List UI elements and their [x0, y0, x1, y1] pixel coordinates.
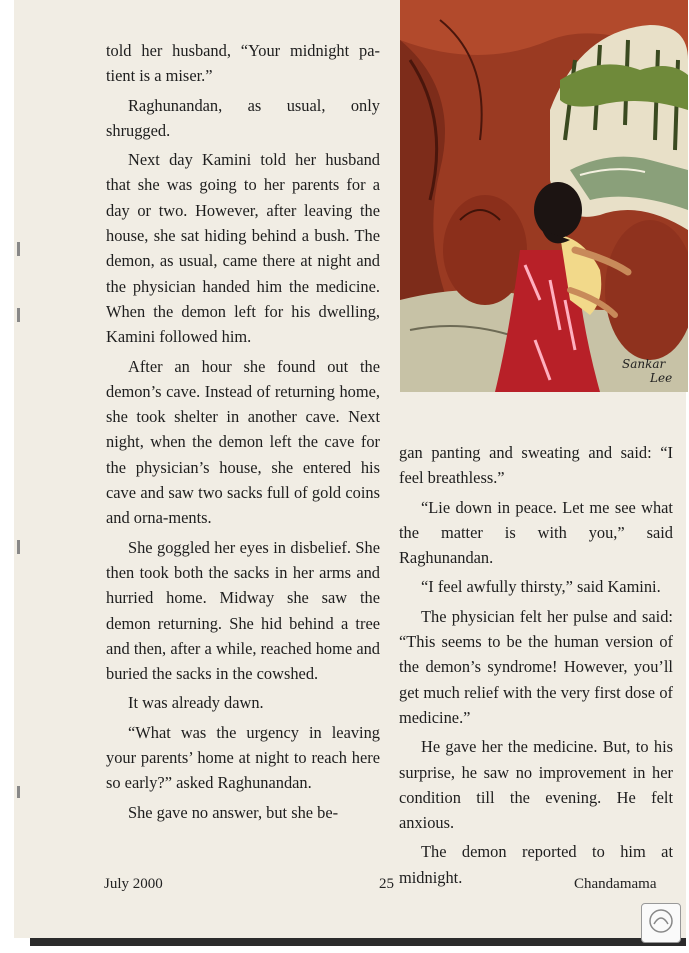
footer-date: July 2000 — [104, 876, 163, 892]
svg-text:Sankar: Sankar — [622, 357, 666, 371]
paragraph: She goggled her eyes in disbelief. She then took both the sacks in her arms and hurried home. Midway she saw the demon returning. She hid behind a tree and then, after a while, reached home and buried the sacks in the cowshed. — [106, 537, 380, 684]
page-edge-shadow — [30, 938, 686, 946]
paragraph: The demon reported to him at midnight. — [399, 842, 673, 887]
library-stamp-icon — [641, 903, 681, 943]
paragraph: She gave no answer, but she be- — [128, 802, 339, 822]
paragraph: The physician felt her pulse and said: “This seems to be the human version of the demon’s syndrome! However, you’ll get much relief with the very first dose of medicine.” — [399, 606, 673, 727]
paragraph: “Lie down in peace. Let me see what the matter is with you,” said Raghunandan. — [399, 497, 673, 568]
left-text-column — [106, 38, 380, 829]
magazine-name: Chandamama — [574, 876, 657, 892]
page-number: 25 — [379, 876, 394, 892]
illustration-art — [400, 0, 688, 392]
margin-mark — [17, 242, 20, 256]
paragraph: Raghunandan, as usual, only shrugged. — [106, 95, 380, 140]
paragraph: “I feel awfully thirsty,” said Kamini. — [421, 577, 661, 597]
paragraph: He gave her the medicine. But, to his surprise, he saw no improvement in her condition till the evening. He felt anxious. — [399, 737, 673, 833]
margin-mark — [17, 786, 20, 798]
right-text-column — [399, 440, 673, 894]
stamp-glyph — [642, 904, 680, 942]
paragraph: “What was the urgency in leaving your parents’ home at night to reach here so early?” asked Raghunandan. — [106, 722, 380, 793]
paragraph: Next day Kamini told her husband that she was going to her parents for a day or two. However, after leaving the house, she sat hiding behind a bush. The demon, as usual, came there at night and the physician handed him the medicine. When the demon left for his dwelling, Kamini followed him. — [106, 150, 380, 347]
paragraph: After an hour she found out the demon’s cave. Instead of returning home, she took shelter in another cave. Next night, when the demon left the cave for the physician’s house, she entered his cave and saw two sacks full of gold coins and orna-ments. — [106, 356, 380, 528]
cave-illustration — [400, 0, 688, 392]
margin-mark — [17, 540, 20, 554]
paragraph: gan panting and sweating and said: “I feel breathless.” — [399, 443, 673, 488]
svg-text:Lee: Lee — [650, 371, 673, 385]
paragraph: told her husband, “Your midnight pa-tient is a miser.” — [106, 41, 380, 86]
margin-mark — [17, 308, 20, 322]
paragraph: It was already dawn. — [128, 693, 264, 713]
